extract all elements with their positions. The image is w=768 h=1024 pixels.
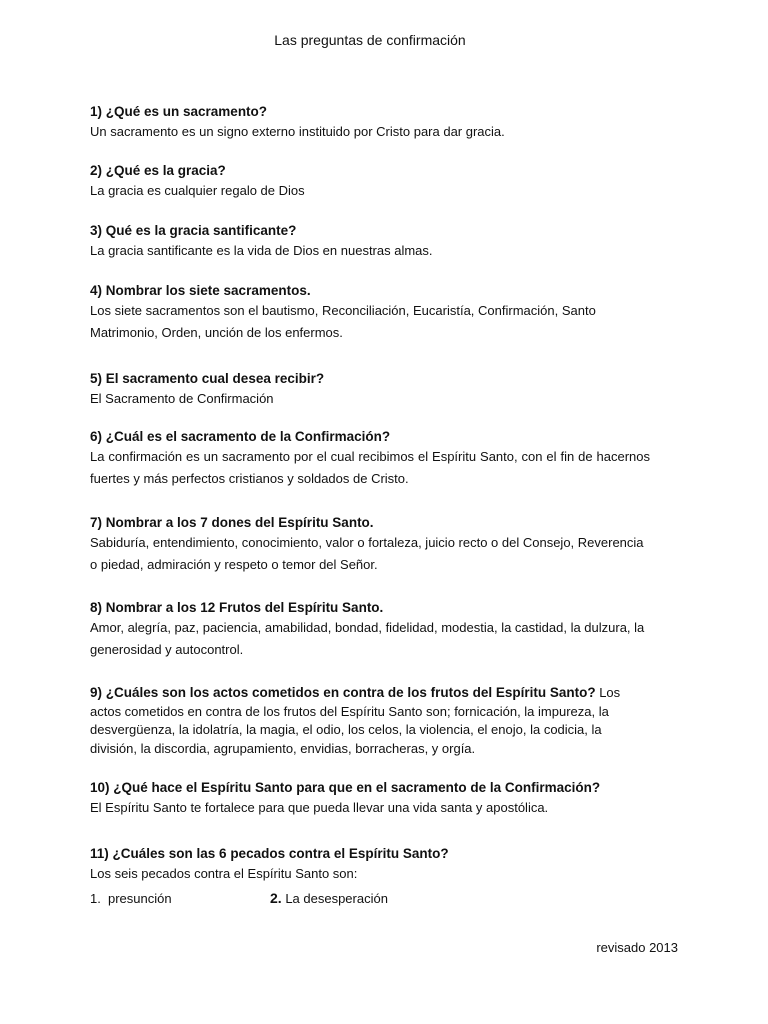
question-block-10 bbox=[90, 779, 650, 819]
question-heading: 4) Nombrar los siete sacramentos. bbox=[90, 283, 311, 298]
answer-text: La confirmación es un sacramento por el cual recibimos el Espíritu Santo, con el fin de hacernos fuertes y más perfectos cristianos y soldados de Cristo. bbox=[90, 449, 650, 486]
question-block-9 bbox=[90, 684, 650, 758]
question-heading: 5) El sacramento cual desea recibir? bbox=[90, 371, 325, 386]
question-heading: 11) ¿Cuáles son las 6 pecados contra el Espíritu Santo? bbox=[90, 846, 449, 861]
question-heading: 3) Qué es la gracia santificante? bbox=[90, 223, 297, 238]
question-block-7 bbox=[90, 514, 650, 575]
revision-note: revisado 2013 bbox=[596, 940, 678, 955]
answer-text: Los siete sacramentos son el bautismo, Reconciliación, Eucaristía, Confirmación, Santo Matrimonio, Orden, unción de los enfermos. bbox=[90, 303, 596, 340]
question-block-4 bbox=[90, 282, 650, 343]
question-block-1 bbox=[90, 103, 650, 143]
question-block-3 bbox=[90, 222, 650, 262]
answer-text: Un sacramento es un signo externo instituido por Cristo para dar gracia. bbox=[90, 124, 505, 139]
list-item: La desesperación bbox=[285, 891, 388, 906]
answer-text: Los seis pecados contra el Espíritu Santo son: bbox=[90, 866, 358, 881]
list-number: 2. bbox=[270, 890, 282, 906]
list-number: 1. bbox=[90, 891, 101, 906]
question-block-5 bbox=[90, 370, 650, 410]
question-heading: 6) ¿Cuál es el sacramento de la Confirmación? bbox=[90, 429, 391, 444]
question-heading: 7) Nombrar a los 7 dones del Espíritu Santo. bbox=[90, 515, 374, 530]
answer-text: El Espíritu Santo te fortalece para que pueda llevar una vida santa y apostólica. bbox=[90, 800, 549, 815]
answer-text: Amor, alegría, paz, paciencia, amabilidad, bondad, fidelidad, modestia, la castidad, la dulzura, la generosidad y autocontrol. bbox=[90, 620, 645, 657]
question-block-8 bbox=[90, 599, 650, 660]
answer-text: Sabiduría, entendimiento, conocimiento, valor o fortaleza, juicio recto o del Consejo, Reverencia o piedad, admiración y respeto o temor del Señor. bbox=[90, 535, 644, 572]
question-heading: 2) ¿Qué es la gracia? bbox=[90, 163, 226, 178]
list-item: presunción bbox=[108, 891, 172, 906]
question-block-6 bbox=[90, 428, 650, 489]
question-heading: 8) Nombrar a los 12 Frutos del Espíritu Santo. bbox=[90, 600, 384, 615]
question-heading: 9) ¿Cuáles son los actos cometidos en contra de los frutos del Espíritu Santo? bbox=[90, 685, 596, 700]
sins-list bbox=[90, 888, 388, 909]
answer-text: El Sacramento de Confirmación bbox=[90, 391, 274, 406]
question-heading: 1) ¿Qué es un sacramento? bbox=[90, 104, 268, 119]
page-title: Las preguntas de confirmación bbox=[274, 32, 466, 48]
question-block-11 bbox=[90, 845, 650, 885]
question-block-2 bbox=[90, 162, 650, 202]
answer-text: La gracia es cualquier regalo de Dios bbox=[90, 183, 305, 198]
answer-text: La gracia santificante es la vida de Dios en nuestras almas. bbox=[90, 243, 433, 258]
answer-text: Los actos cometidos en contra de los frutos del Espíritu Santo son; fornicación, la impureza, la desvergüenza, la idolatría, la magia, el odio, los celos, la violencia, el enojo, la codicia, la división, la discordia, agrupamiento, envidias, borracheras, y orgía. bbox=[90, 685, 621, 756]
question-heading: 10) ¿Qué hace el Espíritu Santo para que en el sacramento de la Confirmación? bbox=[90, 780, 601, 795]
